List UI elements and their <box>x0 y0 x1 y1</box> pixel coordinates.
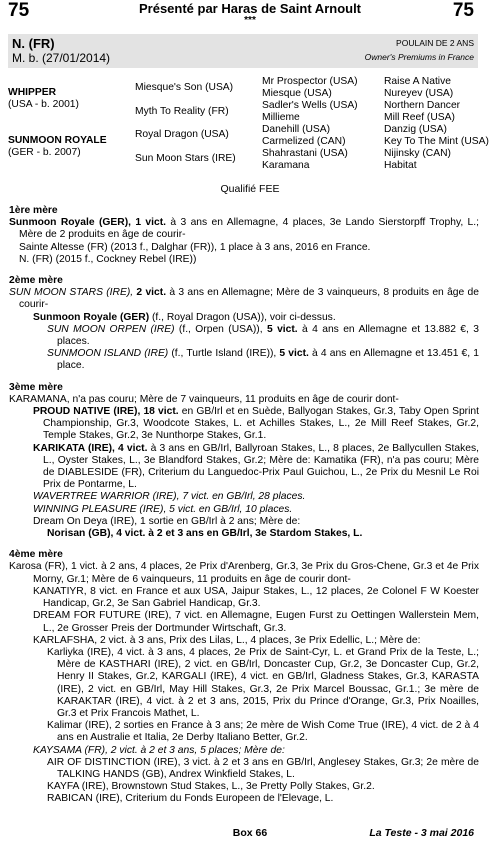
produce-entry: Norisan (GB), 4 vict. à 2 et 3 ans en GB/Irl, 3e Stardom Stakes, L. <box>47 528 363 540</box>
ped-gen4: Nijinsky (CAN) <box>384 148 451 159</box>
stars: *** <box>244 15 256 26</box>
produce-entry: KARLAFSHA, 2 vict. à 3 ans, Prix des Lilas, L., 4 places, 3e Prix Edellic, L.; Mère de: <box>33 634 421 646</box>
consignor-line: Présenté par Haras de Saint Arnoult <box>138 1 362 16</box>
dam-name: Sunmoon Royale (GER), 1 vict. <box>9 217 167 229</box>
ped-gen4: Danzig (USA) <box>384 124 447 135</box>
ped-gen3: Miesque (USA) <box>262 88 332 99</box>
ped-gen4: Key To The Mint (USA) <box>384 136 489 147</box>
produce-sire: (f., Orpen (USA)), <box>174 323 267 335</box>
ped-gen3: Carmelized (CAN) <box>262 136 346 147</box>
section-title-1st-dam: 1ère mère <box>9 205 58 216</box>
horse-name: N. (FR) <box>12 36 55 51</box>
section-title-4th-dam: 4ème mère <box>9 549 63 561</box>
produce-entry: Sainte Altesse (FR) (2013 f., Dalghar (FR)), 1 place à 3 ans, 2016 en France. <box>19 241 371 253</box>
produce-name: KARIKATA (IRE), 4 vict. <box>33 442 148 454</box>
produce-entry <box>9 443 479 492</box>
section-title-3rd-dam: 3ème mère <box>9 381 63 393</box>
produce-name: Sunmoon Royale (GER) <box>33 311 150 323</box>
lot-number-left: 75 <box>8 0 30 21</box>
produce-sire: (f., Turtle Island (IRE)), <box>168 348 280 360</box>
pedigree-table <box>8 76 489 172</box>
produce-record: à 4 ans en Allemagne et 13.451 €, 1 place. <box>57 348 479 372</box>
ped-gen4: Nureyev (USA) <box>384 88 454 99</box>
dam-info: (GER - b. 2007) <box>8 147 81 158</box>
page-footer <box>0 827 500 839</box>
produce-name: PROUD NATIVE (IRE), 18 vict. <box>33 406 179 418</box>
sale-date: La Teste - 3 mai 2016 <box>369 827 474 839</box>
produce-entry: AIR OF DISTINCTION (IRE), 3 vict. à 2 et 3 ans en GB/Irl, Anglesey Stakes, Gr.3; 2e mère de TALKING HANDS (GB), Andrex Winkfield Stakes, L. <box>47 756 479 780</box>
produce-record: à 3 ans en GB/Irl, Ballyroan Stakes, L., 8 places, 2e Ballycullen Stakes, L., Oyster Stakes, L., 3e Blandford Stakes, Gr.2; Mère de: Kamatika (FR), n'a pas couru; Mère de DIABLESIDE (FR), Criterium du Languedoc-Prix Paul Guichou, L., 2e Prix du Mesnil Le Roi Prix de Pontarme, L. <box>43 442 479 491</box>
dam-name: SUNMOON ROYALE <box>8 135 107 146</box>
ped-gen2: Royal Dragon (USA) <box>135 129 229 140</box>
produce-entry: DREAM FOR FUTURE (IRE), 7 vict. en Allemagne, Eugen Furst zu Oettingen Wallerstein Mem, L., 2e Grosser Preis der Dortmunder Wirtschaft, Gr.3. <box>33 610 479 634</box>
ped-gen4: Raise A Native <box>384 76 451 87</box>
produce-entry: WINNING PLEASURE (IRE), 5 vict. en GB/Irl, 10 places. <box>33 503 293 515</box>
horse-sex-age: POULAIN DE 2 ANS <box>396 38 474 48</box>
dam-record: à 3 ans en Allemagne, 4 places, 3e Lando Sierstorpff Trophy, L.; Mère de 2 produits en âge de courir- <box>19 217 480 241</box>
produce-record: à 4 ans en Allemagne et 13.882 €, 3 places. <box>57 323 479 348</box>
produce-record: (f., Royal Dragon (USA)), voir ci-dessus. <box>149 311 336 323</box>
produce-name: SUN MOON ORPEN (IRE) <box>47 323 175 335</box>
produce-name: SUNMOON ISLAND (IRE) <box>47 348 169 360</box>
section-title-2nd-dam: 2ème mère <box>9 275 63 287</box>
ped-gen3: Mr Prospector (USA) <box>262 76 358 87</box>
produce-entry: KAYFA (IRE), Brownstown Stud Stakes, L., 3e Pretty Polly Stakes, Gr.2. <box>47 781 375 793</box>
catalogue-body <box>9 205 479 806</box>
ped-gen4: Northern Dancer <box>384 100 461 111</box>
sire-name: WHIPPER <box>8 87 57 98</box>
produce-entry: RABICAN (IRE), Criterium du Fonds Europeen de l'Elevage, L. <box>47 793 334 805</box>
dam-entry <box>9 287 479 311</box>
produce-entry <box>9 324 479 348</box>
box-number: Box 66 <box>232 827 268 839</box>
horse-color-birth: M. b. (27/01/2014) <box>12 51 111 65</box>
produce-entry: Karliyka (IRE), 4 vict. à 3 ans, 4 places, 2e Prix de Saint-Cyr, L. et Grand Prix de la Teste, L.; Mère de KASTHARI (IRE), 2 vict. en GB/Irl, Doncaster Cup, Gr.2, 3e Doncaster Cup, Gr.2, Henry II Stakes, Gr.2, KARGALI (IRE), 4 vict. en GB/Irl, Gladness Stakes, Gr.3, KARASTA (IRE), 2 vict. en GB/Irl, May Hill Stakes, Gr.3, 2e Prix Marcel Boussac, Gr.1.; 3e mère de KARAKTAR (IRE), 4 vict. à 2 et 3 ans, 2015, Prix du Prince d'Orange, Gr.3, Prix Noailles, Gr.3 et Prix Francois Mathet, L. <box>47 646 479 719</box>
dam-wins: 2 vict. <box>133 287 167 299</box>
produce-wins: 5 vict. <box>266 323 298 335</box>
ped-gen3: Danehill (USA) <box>262 124 331 135</box>
produce-entry: Kalimar (IRE), 2 sorties en France à 3 ans; 2e mère de Wish Come True (IRE), 4 vict. de 2 à 4 ans en Australie et Italia, 2e Derby Italiano Better, Gr.2. <box>47 720 479 744</box>
ped-gen4: Mill Reef (USA) <box>384 112 455 123</box>
ped-gen2: Myth To Reality (FR) <box>135 106 229 117</box>
produce-entry: KANATIYR, 8 vict. en France et aux USA, Jaipur Stakes, L., 12 places, 2e Colonel F W Koester Handicap, Gr.2, 3e San Gabriel Handicap, Gr.3. <box>33 585 479 610</box>
ped-gen2: Miesque's Son (USA) <box>135 82 234 93</box>
ped-gen3: Karamana <box>262 160 310 171</box>
produce-entry <box>9 406 479 443</box>
dam-entry: Karosa (FR), 1 vict. à 2 ans, 4 places, 2e Prix d'Arenberg, Gr.3, 3e Prix du Gros-Chene, Gr.3 et 4e Prix Morny, Gr.1; Mère de 6 vainqueurs, 11 produits en âge de courir dont- <box>9 561 479 585</box>
dam-entry: KARAMANA, n'a pas couru; Mère de 7 vainqueurs, 11 produits en âge de courir dont- <box>9 393 399 405</box>
horse-band <box>8 34 478 68</box>
dam-name: SUN MOON STARS (IRE), <box>9 287 134 299</box>
produce-entry <box>9 348 479 372</box>
produce-wins: 5 vict. <box>279 348 309 360</box>
produce-entry <box>9 312 479 324</box>
dam-entry <box>9 217 479 241</box>
qualification: Qualifié FEE <box>220 183 280 195</box>
produce-entry: KAYSAMA (FR), 2 vict. à 2 et 3 ans, 5 places; Mère de: <box>33 744 285 756</box>
ped-gen2: Sun Moon Stars (IRE) <box>135 153 236 164</box>
sire-info: (USA - b. 2001) <box>8 99 79 110</box>
page-header <box>0 0 500 28</box>
produce-record: en GB/Irl et en Suède, Ballyogan Stakes, Gr.3, Taby Open Sprint Championship, Gr.3, Woodcote Stakes, L. et Achilles Stakes, L., 2e Mill Reef Stakes, Gr.2, Temple Stakes, Gr.2, 3e Nunthorpe Stakes, Gr.1. <box>43 406 479 442</box>
produce-entry: N. (FR) (2015 f., Cockney Rebel (IRE)) <box>19 253 197 265</box>
ped-gen4: Habitat <box>384 160 417 171</box>
ped-gen3: Sadler's Wells (USA) <box>262 100 358 111</box>
produce-entry: WAVERTREE WARRIOR (IRE), 7 vict. en GB/Irl, 28 places. <box>33 491 306 503</box>
ped-gen3: Shahrastani (USA) <box>262 148 348 159</box>
ped-gen3: Millieme <box>262 112 300 123</box>
lot-number-right: 75 <box>452 0 474 21</box>
dam-record: à 3 ans en Allemagne; Mère de 3 vainqueurs, 8 produits en âge de courir- <box>19 287 480 311</box>
produce-entry: Dream On Deya (IRE), 1 sortie en GB/Irl à 2 ans; Mère de: <box>33 515 301 527</box>
owner-premiums: Owner's Premiums in France <box>364 52 474 62</box>
